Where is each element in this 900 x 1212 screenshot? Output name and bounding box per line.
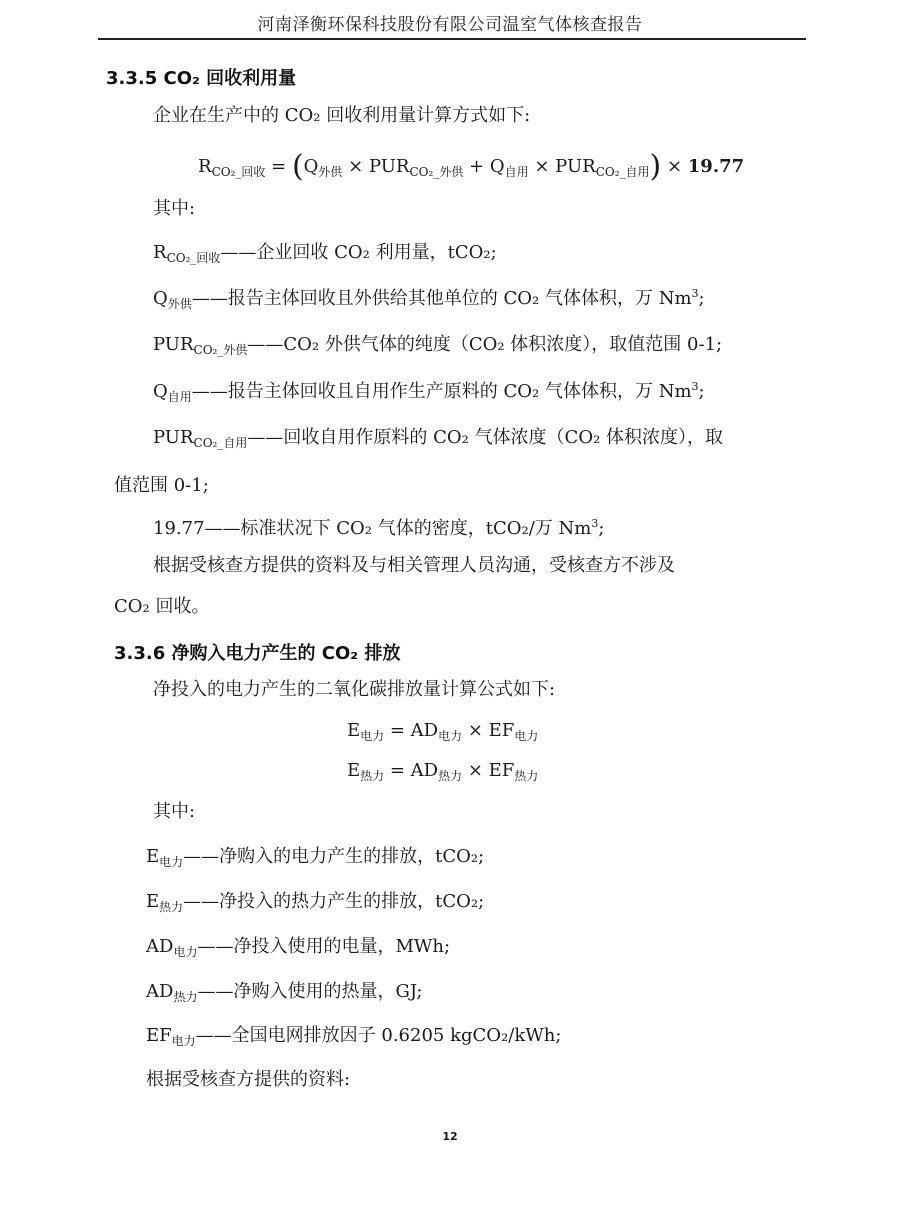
formula-pur1-sub: CO₂_外供: [409, 165, 464, 179]
def-text: ——净购入使用的热量，GJ;: [197, 981, 423, 1002]
def-symbol: PUR: [153, 334, 194, 355]
def-superscript: 3: [691, 287, 699, 300]
definition-q-self-use: [153, 380, 705, 404]
formula-times-ef: × EF: [462, 760, 515, 781]
def-subscript: 热力: [159, 900, 184, 914]
definition-ad-electricity: [146, 935, 450, 959]
def-text: ——全国电网排放因子 0.6205 kgCO₂/kWh;: [195, 1025, 562, 1046]
formula-lhs-sub: CO₂_回收: [211, 165, 266, 179]
def-subscript: 电力: [159, 855, 184, 869]
def-symbol: EF: [146, 1025, 172, 1046]
definition-r-co2-recovery: [153, 241, 497, 265]
where-label-3-3-6: 其中:: [153, 801, 196, 822]
definition-pur-self-use: [153, 426, 723, 450]
definition-pur-external: [153, 333, 722, 357]
formula-open-paren: (: [291, 149, 304, 184]
density-text: 19.77——标准状况下 CO₂ 气体的密度，tCO₂/万 Nm: [153, 518, 592, 539]
formula-pur2-sub: CO₂_自用: [595, 165, 650, 179]
formula-times-pur2: × PUR: [528, 156, 596, 177]
definition-pur-self-use-continued: 值范围 0-1;: [114, 475, 209, 496]
def-text: ——报告主体回收且自用作生产原料的 CO₂ 气体体积，万 Nm: [191, 381, 692, 402]
def-subscript: 自用: [167, 390, 192, 404]
def-subscript: 电力: [173, 945, 198, 959]
density-tail: ;: [598, 518, 605, 539]
density-definition: [153, 517, 604, 541]
formula-eq: =: [265, 156, 292, 177]
page-number: 12: [442, 1130, 458, 1143]
closing-line: 根据受核查方提供的资料:: [146, 1069, 351, 1090]
where-label-3-3-5: 其中:: [153, 198, 196, 219]
page-header: 河南泽衡环保科技股份有限公司温室气体核查报告: [257, 15, 643, 35]
formula-lhs: R: [198, 156, 212, 177]
def-symbol: Q: [153, 381, 168, 402]
definition-ef-electricity: [146, 1024, 561, 1048]
def-text: ——净投入的热力产生的排放，tCO₂;: [183, 891, 485, 912]
def-text: ——报告主体回收且外供给其他单位的 CO₂ 气体体积，万 Nm: [191, 288, 692, 309]
def-superscript: 3: [691, 380, 699, 393]
def-subscript: 电力: [171, 1034, 196, 1048]
def-text: ——回收自用作原料的 CO₂ 气体浓度（CO₂ 体积浓度），取: [247, 427, 724, 448]
intro-3-3-5: 企业在生产中的 CO₂ 回收利用量计算方式如下:: [153, 105, 531, 126]
conclusion-line-1: 根据受核查方提供的资料及与相关管理人员沟通，受核查方不涉及: [153, 555, 675, 576]
def-subscript: CO₂_回收: [166, 251, 221, 265]
def-text: ——净投入使用的电量，MWh;: [197, 936, 451, 957]
def-symbol: R: [153, 242, 167, 263]
def-tail: ;: [698, 381, 705, 402]
formula-co2-recovery: [198, 149, 744, 184]
formula-q2-sub: 自用: [504, 165, 529, 179]
def-symbol: AD: [146, 936, 174, 957]
definition-e-electricity: [146, 845, 484, 869]
conclusion-line-2: CO₂ 回收。: [114, 596, 210, 617]
formula-ef-sub: 电力: [514, 729, 539, 743]
formula-constant: 19.77: [687, 156, 745, 177]
formula-ad-sub: 热力: [438, 769, 463, 783]
formula-times-ef: × EF: [462, 720, 515, 741]
intro-3-3-6: 净投入的电力产生的二氧化碳排放量计算公式如下:: [153, 679, 556, 700]
formula-e: E: [347, 760, 361, 781]
def-subscript: CO₂_自用: [193, 436, 248, 450]
formula-close-paren: ): [649, 149, 662, 184]
def-symbol: PUR: [153, 427, 194, 448]
formula-e: E: [347, 720, 361, 741]
density-superscript: 3: [591, 517, 599, 530]
def-text: ——净购入的电力产生的排放，tCO₂;: [183, 846, 485, 867]
formula-ad-sub: 电力: [438, 729, 463, 743]
formula-q1: Q: [303, 156, 319, 177]
def-symbol: AD: [146, 981, 174, 1002]
def-symbol: E: [146, 891, 160, 912]
def-subscript: 外供: [167, 297, 192, 311]
def-text: ——企业回收 CO₂ 利用量，tCO₂;: [220, 242, 497, 263]
formula-times-pur1: × PUR: [342, 156, 410, 177]
formula-q1-sub: 外供: [318, 165, 343, 179]
formula-e-sub: 电力: [360, 729, 385, 743]
formula-ef-sub: 热力: [514, 769, 539, 783]
formula-eq-ad: = AD: [384, 760, 439, 781]
formula-times3: ×: [661, 156, 688, 177]
def-symbol: E: [146, 846, 160, 867]
def-symbol: Q: [153, 288, 168, 309]
formula-heat: [347, 760, 538, 781]
formula-eq-ad: = AD: [384, 720, 439, 741]
def-tail: ;: [698, 288, 705, 309]
section-heading-3-3-5: 3.3.5 CO₂ 回收利用量: [106, 68, 297, 89]
header-rule: [98, 38, 806, 40]
formula-plus-q2: + Q: [463, 156, 505, 177]
definition-ad-heat: [146, 980, 422, 1004]
definition-e-heat: [146, 890, 484, 914]
formula-e-sub: 热力: [360, 769, 385, 783]
section-heading-3-3-6: 3.3.6 净购入电力产生的 CO₂ 排放: [114, 643, 401, 664]
def-subscript: CO₂_外供: [193, 343, 248, 357]
formula-electricity: [347, 720, 538, 741]
def-subscript: 热力: [173, 990, 198, 1004]
def-text: ——CO₂ 外供气体的纯度（CO₂ 体积浓度），取值范围 0-1;: [247, 334, 723, 355]
definition-q-external: [153, 287, 705, 311]
